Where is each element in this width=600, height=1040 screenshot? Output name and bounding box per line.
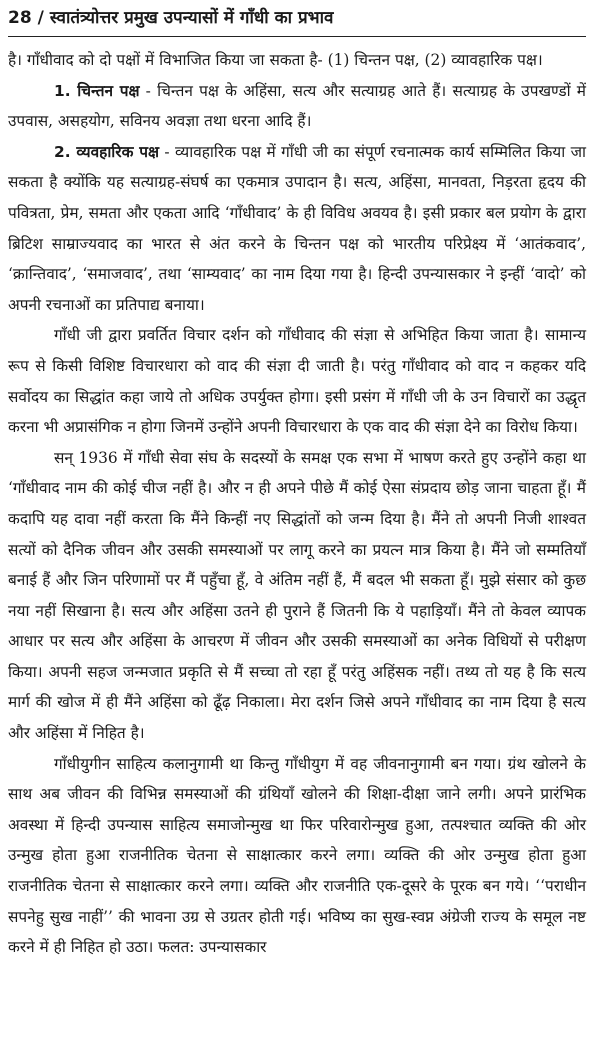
page-number: 28 [8,8,32,28]
paragraph-text: है। गाँधीवाद को दो पक्षों में विभाजित किया जा सकता है- (1) चिन्तन पक्ष, (2) व्यावहारिक पक्ष। [8,51,543,69]
paragraph-speech-1936 [8,443,586,749]
page-body [8,45,586,963]
section-label-chintan: 1. चिन्तन पक्ष [54,81,140,100]
paragraph-text: गाँधी जी द्वारा प्रवर्तित विचार दर्शन को गाँधीवाद की संज्ञा से अभिहित किया जाता है। सामान्य रूप से किसी विशिष्ट विचारधारा को वाद की संज्ञा दी जाती है। परंतु गाँधीवाद को वाद न कहकर यदि सर्वोदय का सिद्धांत कहा जाये तो अधिक उपर्युक्त होगा। इसी प्रसंग में गाँधी जी के उन विचारों का उद्धृत करना भी अप्रासंगिक न होगा जिनमें उन्होंने अपनी विचारधारा के एक वाद की संज्ञा देने का विरोध किया। [8,326,586,437]
paragraph-text: सन् 1936 में गाँधी सेवा संघ के सदस्यों के समक्ष एक सभा में भाषण करते हुए उन्होंने कहा था ‘गाँधीवाद नाम की कोई चीज नहीं है। और न ही अपने पीछे मैं कोई ऐसा संप्रदाय छोड़ जाना चाहता हूँ। मैं कदापि यह दावा नहीं करता कि मैंने किन्हीं नए सिद्धांतों को जन्म दिया है। मैंने तो अपनी निजी शाश्वत सत्यों को दैनिक जीवन और उसकी समस्याओं पर लागू करने का प्रयत्न मात्र किया है। मैंने जो सम्मतियाँ बनाई हैं और जिन परिणामों पर मैं पहुँचा हूँ, वे अंतिम नहीं हैं, मैं बदल भी सकता हूँ। मुझे संसार को कुछ नया नहीं सिखाना है। सत्य और अहिंसा उतने ही पुराने हैं जितनी कि ये पहाड़ियाँ। मैंने तो केवल व्यापक आधार पर सत्य और अहिंसा के आचरण में जीवन और उसकी समस्याओं का अनेक विधियों से परीक्षण किया। अपनी सहज जन्मजात प्रकृति से मैं सच्चा तो रहा हूँ परंतु अहिंसक नहीं। तथ्य तो यह है कि सत्य मार्ग की खोज में ही मैंने अहिंसा को ढूँढ़ निकाला। मेरा दर्शन जिसे अपने गाँधीवाद का नाम दिया है सत्य और अहिंसा में निहित है। [8,448,586,743]
paragraph-vyavaharik-paksh [8,137,586,321]
header-separator: / [37,8,44,28]
book-title: स्वातंत्र्योत्तर प्रमुख उपन्यासों में गाँधी का प्रभाव [49,8,334,28]
running-header [8,6,586,37]
paragraph-chintan-paksh [8,76,586,137]
paragraph-text: - चिन्तन पक्ष के अहिंसा, सत्य और सत्याग्रह आते हैं। सत्याग्रह के उपखण्डों में उपवास, असहयोग, सविनय अवज्ञा तथा धरना आदि हैं। [8,81,586,131]
paragraph-gandhivad [8,320,586,442]
section-label-vyavaharik: 2. व्यवहारिक पक्ष [54,142,160,161]
paragraph-text: - व्यावहारिक पक्ष में गाँधी जी का संपूर्ण रचनात्मक कार्य सम्मिलित किया जा सकता है क्योंकि यह सत्याग्रह-संघर्ष का एकमात्र उपादान है। सत्य, अहिंसा, मानवता, निड़रता हृदय की पवित्रता, प्रेम, समता और एकता आदि ‘गाँधीवाद’ के ही विविध अवयव है। इसी प्रकार बल प्रयोग के द्वारा ब्रिटिश साम्राज्यवाद का भारत से अंत करने के चिन्तन पक्ष को भारतीय परिप्रेक्ष्य में ‘आतंकवाद’, ‘क्रान्तिवाद’, ‘समाजवाद’, तथा ‘साम्यवाद’ का नाम दिया गया है। हिन्दी उपन्यासकार ने इन्हीं ‘वादो’ को अपनी रचनाओं का प्रतिपाद्य बनाया। [8,142,586,314]
paragraph-gandhi-era-literature [8,749,586,963]
paragraph-text: गाँधीयुगीन साहित्य कलानुगामी था किन्तु गाँधीयुग में वह जीवनानुगामी बन गया। ग्रंथ खोलने के साथ अब जीवन की विभिन्न समस्याओं की ग्रंथियाँ खोलने की शिक्षा-दीक्षा जाने लगी। अपने प्रारंभिक अवस्था में हिन्दी उपन्यास साहित्य समाजोन्मुख था फिर परिवारोन्मुख हुआ, तत्पश्चात व्यक्ति की ओर उन्मुख होता हुआ राजनीतिक चेतना से साक्षात्कार करने लगा। व्यक्ति की ओर उन्मुख होता हुआ राजनीतिक चेतना से साक्षात्कार करने लगा। व्यक्ति और राजनीति एक-दूसरे के पूरक बन गये। ‘‘पराधीन सपनेहु सुख नाहीं’’ की भावना उग्र से उग्रतर होती गई। भविष्य का सुख-स्वप्न अंग्रेजी राज्य के समूल नष्ट करने में ही निहित हो उठा। फलत: उपन्यासकार [8,754,586,957]
paragraph-intro [8,45,586,76]
